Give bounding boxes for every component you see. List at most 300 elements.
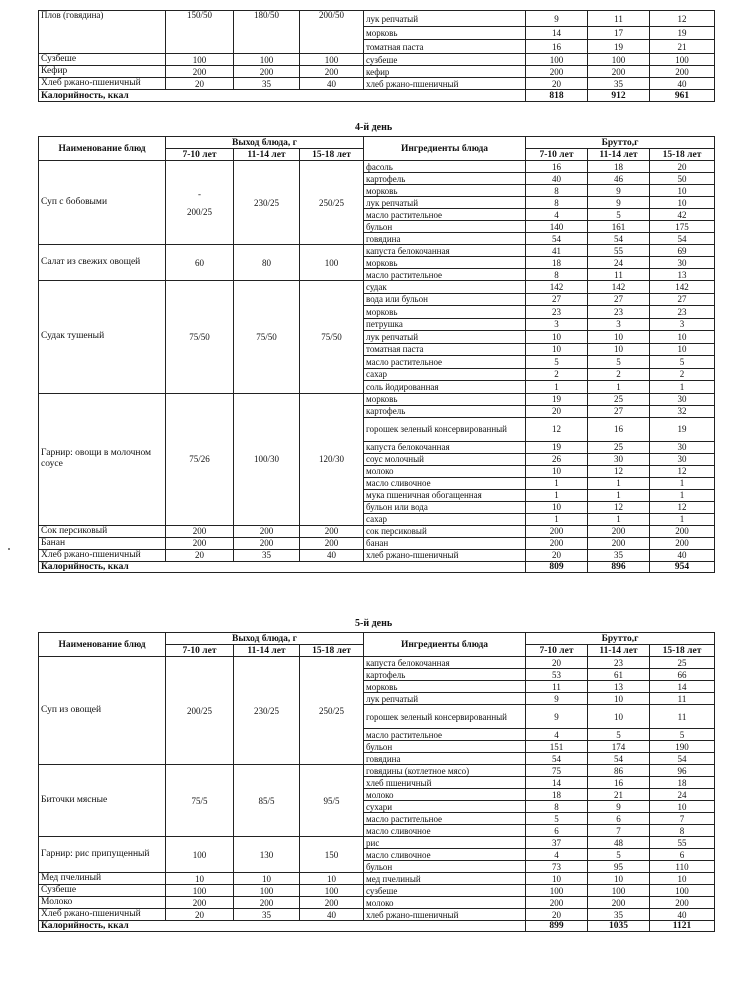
column-header-gross: Брутто,г (526, 633, 715, 645)
portion-yield-value: 20 (195, 909, 204, 920)
gross-weight: 46 (588, 173, 650, 185)
gross-weight: 8 (526, 197, 588, 209)
table-row (39, 873, 715, 885)
ingredient-name: говядина (364, 753, 526, 765)
portion-yield (234, 657, 300, 765)
gross-weight: 1 (588, 477, 650, 489)
ingredient-name: томатная паста (364, 40, 526, 54)
portion-yield (166, 549, 234, 561)
table-row (39, 837, 715, 849)
gross-weight: 200 (588, 525, 650, 537)
gross-weight: 19 (650, 417, 715, 441)
gross-weight: 30 (650, 441, 715, 453)
gross-weight: 30 (588, 453, 650, 465)
age-group-header: 11-14 лет (588, 645, 650, 657)
gross-weight: 190 (650, 741, 715, 753)
portion-yield-value: 200 (259, 538, 274, 548)
gross-weight: 19 (526, 441, 588, 453)
gross-weight: 12 (526, 417, 588, 441)
portion-yield: 100 (234, 54, 300, 66)
gross-weight: 3 (526, 318, 588, 331)
portion-yield: 200 (300, 66, 364, 78)
ingredient-name: банан (364, 537, 526, 549)
gross-weight: 7 (650, 813, 715, 825)
gross-weight: 14 (526, 777, 588, 789)
gross-weight: 142 (588, 281, 650, 294)
ingredient-name: горошек зеленый консервированный (364, 705, 526, 729)
gross-weight: 18 (650, 777, 715, 789)
gross-weight: 9 (588, 197, 650, 209)
table-row (39, 54, 715, 66)
gross-weight: 200 (588, 537, 650, 549)
ingredient-name: капуста белокочанная (364, 441, 526, 453)
ingredient-name: говядина (364, 233, 526, 245)
gross-weight: 55 (650, 837, 715, 849)
portion-yield (166, 765, 234, 837)
gross-weight: 2 (526, 368, 588, 381)
gross-weight: 17 (588, 27, 650, 40)
ingredient-name: бульон или вода (364, 501, 526, 513)
day4-title: 4-й день (355, 122, 393, 133)
gross-weight: 8 (526, 801, 588, 813)
portion-yield (234, 245, 300, 281)
scan-speck (8, 548, 10, 550)
gross-weight: 5 (650, 356, 715, 369)
ingredient-name: фасоль (364, 161, 526, 173)
age-group-header: 15-18 лет (650, 149, 715, 161)
portion-yield (166, 161, 234, 245)
gross-weight: 35 (588, 549, 650, 561)
gross-weight: 10 (650, 873, 715, 885)
calorie-value: 912 (588, 90, 650, 102)
portion-yield-value: 35 (262, 550, 271, 560)
calorie-row (39, 561, 715, 572)
gross-weight: 40 (526, 173, 588, 185)
gross-weight: 5 (526, 813, 588, 825)
gross-weight: 11 (650, 693, 715, 705)
gross-weight: 19 (650, 27, 715, 40)
ingredient-name: сахар (364, 368, 526, 381)
gross-weight: 20 (526, 657, 588, 669)
portion-yield-value: 200 (324, 538, 339, 548)
gross-weight: 200 (526, 537, 588, 549)
portion-yield-value: 75/50 (189, 331, 210, 342)
ingredient-name: сузбеше (364, 54, 526, 66)
gross-weight: 11 (650, 705, 715, 729)
gross-weight: 23 (588, 306, 650, 319)
gross-weight: 23 (588, 657, 650, 669)
gross-weight: 12 (588, 501, 650, 513)
dish-name: Сузбеше (39, 885, 166, 897)
gross-weight: 10 (588, 693, 650, 705)
ingredient-name: судак (364, 281, 526, 294)
gross-weight: 8 (526, 269, 588, 281)
gross-weight: 142 (650, 281, 715, 294)
portion-yield (300, 765, 364, 837)
portion-yield-value: 35 (262, 909, 271, 920)
gross-weight: 1 (588, 381, 650, 394)
day5-menu-table (38, 632, 715, 932)
day5-title: 5-й день (355, 618, 393, 629)
portion-yield (166, 281, 234, 394)
portion-yield (300, 281, 364, 394)
ingredient-name: картофель (364, 173, 526, 185)
gross-weight: 20 (650, 161, 715, 173)
gross-weight: 69 (650, 245, 715, 257)
dish-name: Суп из овощей (39, 657, 166, 765)
ingredient-name: бульон (364, 861, 526, 873)
ingredient-name: хлеб пшеничный (364, 777, 526, 789)
calorie-label: Калорийность, ккал (39, 90, 526, 102)
gross-weight: 5 (588, 356, 650, 369)
ingredient-name: морковь (364, 681, 526, 693)
calorie-row (39, 90, 715, 102)
age-group-header: 7-10 лет (166, 149, 234, 161)
ingredient-name: кефир (364, 66, 526, 78)
portion-yield (166, 873, 234, 885)
portion-yield: 200 (234, 66, 300, 78)
dish-name: Мед пчелиный (39, 873, 166, 885)
gross-weight: 24 (588, 257, 650, 269)
table-row (39, 897, 715, 909)
gross-weight: 10 (650, 331, 715, 344)
gross-weight: 9 (526, 11, 588, 27)
portion-yield (166, 245, 234, 281)
gross-weight: 10 (588, 343, 650, 356)
table-row (39, 909, 715, 921)
calorie-value: 809 (526, 561, 588, 572)
portion-yield: 35 (234, 78, 300, 90)
gross-weight: 3 (588, 318, 650, 331)
gross-weight: 66 (650, 669, 715, 681)
portion-yield: 200/50 (300, 11, 364, 54)
gross-weight: 1 (650, 477, 715, 489)
gross-weight: 16 (588, 777, 650, 789)
dish-name: Банан (39, 537, 166, 549)
gross-weight: 5 (650, 729, 715, 741)
gross-weight: 54 (588, 753, 650, 765)
gross-weight: 20 (526, 549, 588, 561)
portion-yield-value: 200 (192, 897, 207, 908)
dish-name: Биточки мясные (39, 765, 166, 837)
age-group-header: 7-10 лет (166, 645, 234, 657)
gross-weight: 200 (526, 66, 588, 78)
portion-yield (166, 909, 234, 921)
portion-yield (300, 897, 364, 909)
ingredient-name: томатная паста (364, 343, 526, 356)
gross-weight: 200 (526, 897, 588, 909)
gross-weight: 161 (588, 221, 650, 233)
portion-yield-value: 200/25 (186, 206, 212, 217)
gross-weight: 55 (588, 245, 650, 257)
gross-weight: 175 (650, 221, 715, 233)
portion-yield (234, 549, 300, 561)
gross-weight: 32 (650, 405, 715, 417)
gross-weight: 1 (526, 489, 588, 501)
gross-weight: 140 (526, 221, 588, 233)
portion-yield-value: 120/30 (318, 454, 344, 464)
gross-weight: 10 (650, 801, 715, 813)
gross-weight: 142 (526, 281, 588, 294)
calorie-row (39, 921, 715, 932)
ingredient-name: масло растительное (364, 209, 526, 221)
gross-weight: 7 (588, 825, 650, 837)
gross-weight: 25 (588, 441, 650, 453)
gross-weight: 40 (650, 78, 715, 90)
gross-weight: 96 (650, 765, 715, 777)
gross-weight: 100 (588, 885, 650, 897)
gross-weight: 9 (588, 801, 650, 813)
portion-yield-value: 100/30 (253, 454, 279, 464)
gross-weight: 23 (650, 306, 715, 319)
portion-yield (300, 837, 364, 873)
portion-yield-value: 75/26 (189, 454, 210, 464)
portion-yield-value: 230/25 (253, 197, 279, 208)
ingredient-name: сок персиковый (364, 525, 526, 537)
portion-yield-value: 75/50 (256, 331, 277, 342)
ingredient-name: морковь (364, 306, 526, 319)
gross-weight: 16 (526, 40, 588, 54)
gross-weight: 19 (588, 40, 650, 54)
portion-yield: 100 (166, 54, 234, 66)
gross-weight: 1 (526, 477, 588, 489)
gross-weight: 13 (650, 269, 715, 281)
gross-weight: 20 (526, 909, 588, 921)
gross-weight: 200 (526, 525, 588, 537)
dish-name: Хлеб ржано-пшеничный (39, 909, 166, 921)
portion-yield-value: 200/25 (186, 705, 212, 716)
gross-weight: 10 (588, 873, 650, 885)
gross-weight: 40 (650, 549, 715, 561)
gross-weight: 10 (650, 185, 715, 197)
ingredient-name: лук репчатый (364, 693, 526, 705)
portion-yield (166, 525, 234, 537)
portion-yield (166, 657, 234, 765)
portion-yield (234, 161, 300, 245)
ingredient-name: бульон (364, 221, 526, 233)
gross-weight: 12 (650, 501, 715, 513)
dish-name: Хлеб ржано-пшеничный (39, 549, 166, 561)
portion-yield-value: 10 (327, 873, 336, 884)
table-row (39, 549, 715, 561)
ingredient-name: капуста белокочанная (364, 657, 526, 669)
ingredient-name: лук репчатый (364, 197, 526, 209)
portion-yield-value: 80 (262, 257, 271, 268)
portion-yield (234, 837, 300, 873)
dish-name: Молоко (39, 897, 166, 909)
gross-weight: 54 (650, 753, 715, 765)
portion-yield (234, 885, 300, 897)
column-header-gross: Брутто,г (526, 137, 715, 149)
portion-yield (166, 537, 234, 549)
gross-weight: 6 (650, 849, 715, 861)
gross-weight: 10 (526, 331, 588, 344)
gross-weight: 54 (526, 753, 588, 765)
gross-weight: 100 (526, 54, 588, 66)
portion-yield (234, 537, 300, 549)
ingredient-name: сузбеше (364, 885, 526, 897)
calorie-value: 896 (588, 561, 650, 572)
gross-weight: 100 (650, 54, 715, 66)
portion-yield (234, 525, 300, 537)
portion-yield (166, 885, 234, 897)
age-group-header: 11-14 лет (588, 149, 650, 161)
portion-yield (234, 897, 300, 909)
gross-weight: 10 (588, 705, 650, 729)
gross-weight: 3 (650, 318, 715, 331)
ingredient-name: горошек зеленый консервированный (364, 417, 526, 441)
age-group-header: 11-14 лет (234, 149, 300, 161)
portion-yield: 40 (300, 78, 364, 90)
portion-yield (234, 281, 300, 394)
portion-yield-value: 20 (195, 550, 204, 560)
column-header-yield: Выход блюда, г (166, 137, 364, 149)
ingredient-name: масло растительное (364, 269, 526, 281)
gross-weight: 73 (526, 861, 588, 873)
gross-weight: 42 (650, 209, 715, 221)
ingredient-name: бульон (364, 741, 526, 753)
ingredient-name: лук репчатый (364, 11, 526, 27)
gross-weight: 26 (526, 453, 588, 465)
ingredient-name: хлеб ржано-пшеничный (364, 549, 526, 561)
portion-yield-value: 100 (324, 885, 339, 896)
gross-weight: 10 (526, 873, 588, 885)
gross-weight: 2 (650, 368, 715, 381)
ingredient-name: мед пчелиный (364, 873, 526, 885)
gross-weight: 11 (588, 269, 650, 281)
ingredient-name: рис (364, 837, 526, 849)
gross-weight: 4 (526, 209, 588, 221)
table-row (39, 885, 715, 897)
gross-weight: 100 (526, 885, 588, 897)
portion-yield: 150/50 (166, 11, 234, 54)
portion-yield: 100 (300, 54, 364, 66)
ingredient-name: капуста белокочанная (364, 245, 526, 257)
portion-yield (166, 837, 234, 873)
table-row (39, 657, 715, 669)
gross-weight: 9 (588, 185, 650, 197)
portion-yield-value: 75/5 (191, 795, 208, 806)
portion-yield (300, 885, 364, 897)
gross-weight: 20 (526, 78, 588, 90)
portion-yield-value: 230/25 (253, 705, 279, 716)
gross-weight: 23 (526, 306, 588, 319)
gross-weight: 11 (526, 681, 588, 693)
ingredient-name: молоко (364, 789, 526, 801)
gross-weight: 200 (588, 897, 650, 909)
table-row (39, 765, 715, 777)
portion-yield (300, 873, 364, 885)
ingredient-name: морковь (364, 257, 526, 269)
portion-yield (300, 549, 364, 561)
gross-weight: 25 (588, 393, 650, 405)
gross-weight: 21 (588, 789, 650, 801)
gross-weight: 110 (650, 861, 715, 873)
portion-yield (300, 909, 364, 921)
ingredient-name: сухари (364, 801, 526, 813)
gross-weight: 10 (588, 331, 650, 344)
gross-weight: 9 (526, 693, 588, 705)
ingredient-name: морковь (364, 393, 526, 405)
gross-weight: 12 (650, 465, 715, 477)
ingredient-name: хлеб ржано-пшеничный (364, 909, 526, 921)
portion-yield-value: 85/5 (258, 795, 275, 806)
dish-name: Судак тушеный (39, 281, 166, 394)
calorie-value: 1121 (650, 921, 715, 932)
calorie-label: Калорийность, ккал (39, 561, 526, 572)
portion-yield (234, 765, 300, 837)
ingredient-name: картофель (364, 669, 526, 681)
gross-weight: 35 (588, 909, 650, 921)
gross-weight: 37 (526, 837, 588, 849)
portion-yield-value: 130 (259, 849, 274, 860)
gross-weight: 1 (650, 381, 715, 394)
ingredient-name: масло растительное (364, 356, 526, 369)
ingredient-name: молоко (364, 897, 526, 909)
gross-weight: 12 (588, 465, 650, 477)
portion-yield-value: 200 (324, 526, 339, 536)
portion-yield-value: 150 (324, 849, 339, 860)
portion-yield (234, 873, 300, 885)
ingredient-name: лук репчатый (364, 331, 526, 344)
age-group-header: 11-14 лет (234, 645, 300, 657)
dish-name: Сок персиковый (39, 525, 166, 537)
gross-weight: 40 (650, 909, 715, 921)
gross-weight: 14 (650, 681, 715, 693)
dish-name: Сузбеше (39, 54, 166, 66)
ingredient-name: масло растительное (364, 729, 526, 741)
portion-yield (300, 245, 364, 281)
dish-name: Салат из свежих овощей (39, 245, 166, 281)
gross-weight: 30 (650, 453, 715, 465)
ingredient-name: картофель (364, 405, 526, 417)
ingredient-name: соль йодированная (364, 381, 526, 394)
gross-weight: 151 (526, 741, 588, 753)
table-row (39, 537, 715, 549)
portion-yield (300, 525, 364, 537)
gross-weight: 27 (588, 405, 650, 417)
gross-weight: 25 (650, 657, 715, 669)
gross-weight: 2 (588, 368, 650, 381)
gross-weight: 95 (588, 861, 650, 873)
portion-yield (300, 657, 364, 765)
gross-weight: 4 (526, 729, 588, 741)
gross-weight: 30 (650, 257, 715, 269)
gross-weight: 27 (588, 293, 650, 306)
gross-weight: 86 (588, 765, 650, 777)
calorie-value: 961 (650, 90, 715, 102)
gross-weight: 14 (526, 27, 588, 40)
portion-yield (300, 161, 364, 245)
yield-mark: - (198, 188, 201, 199)
gross-weight: 200 (650, 897, 715, 909)
gross-weight: 4 (526, 849, 588, 861)
gross-weight: 10 (526, 343, 588, 356)
portion-yield (166, 393, 234, 525)
table-row (39, 66, 715, 78)
gross-weight: 1 (588, 513, 650, 525)
dish-name: Кефир (39, 66, 166, 78)
gross-weight: 8 (526, 185, 588, 197)
portion-yield: 180/50 (234, 11, 300, 54)
portion-yield-value: 100 (192, 849, 207, 860)
age-group-header: 15-18 лет (300, 645, 364, 657)
ingredient-name: масло сливочное (364, 477, 526, 489)
column-header-dish: Наименование блюд (39, 633, 166, 657)
portion-yield-value: 200 (192, 538, 207, 548)
column-header-dish: Наименование блюд (39, 137, 166, 161)
gross-weight: 27 (650, 293, 715, 306)
